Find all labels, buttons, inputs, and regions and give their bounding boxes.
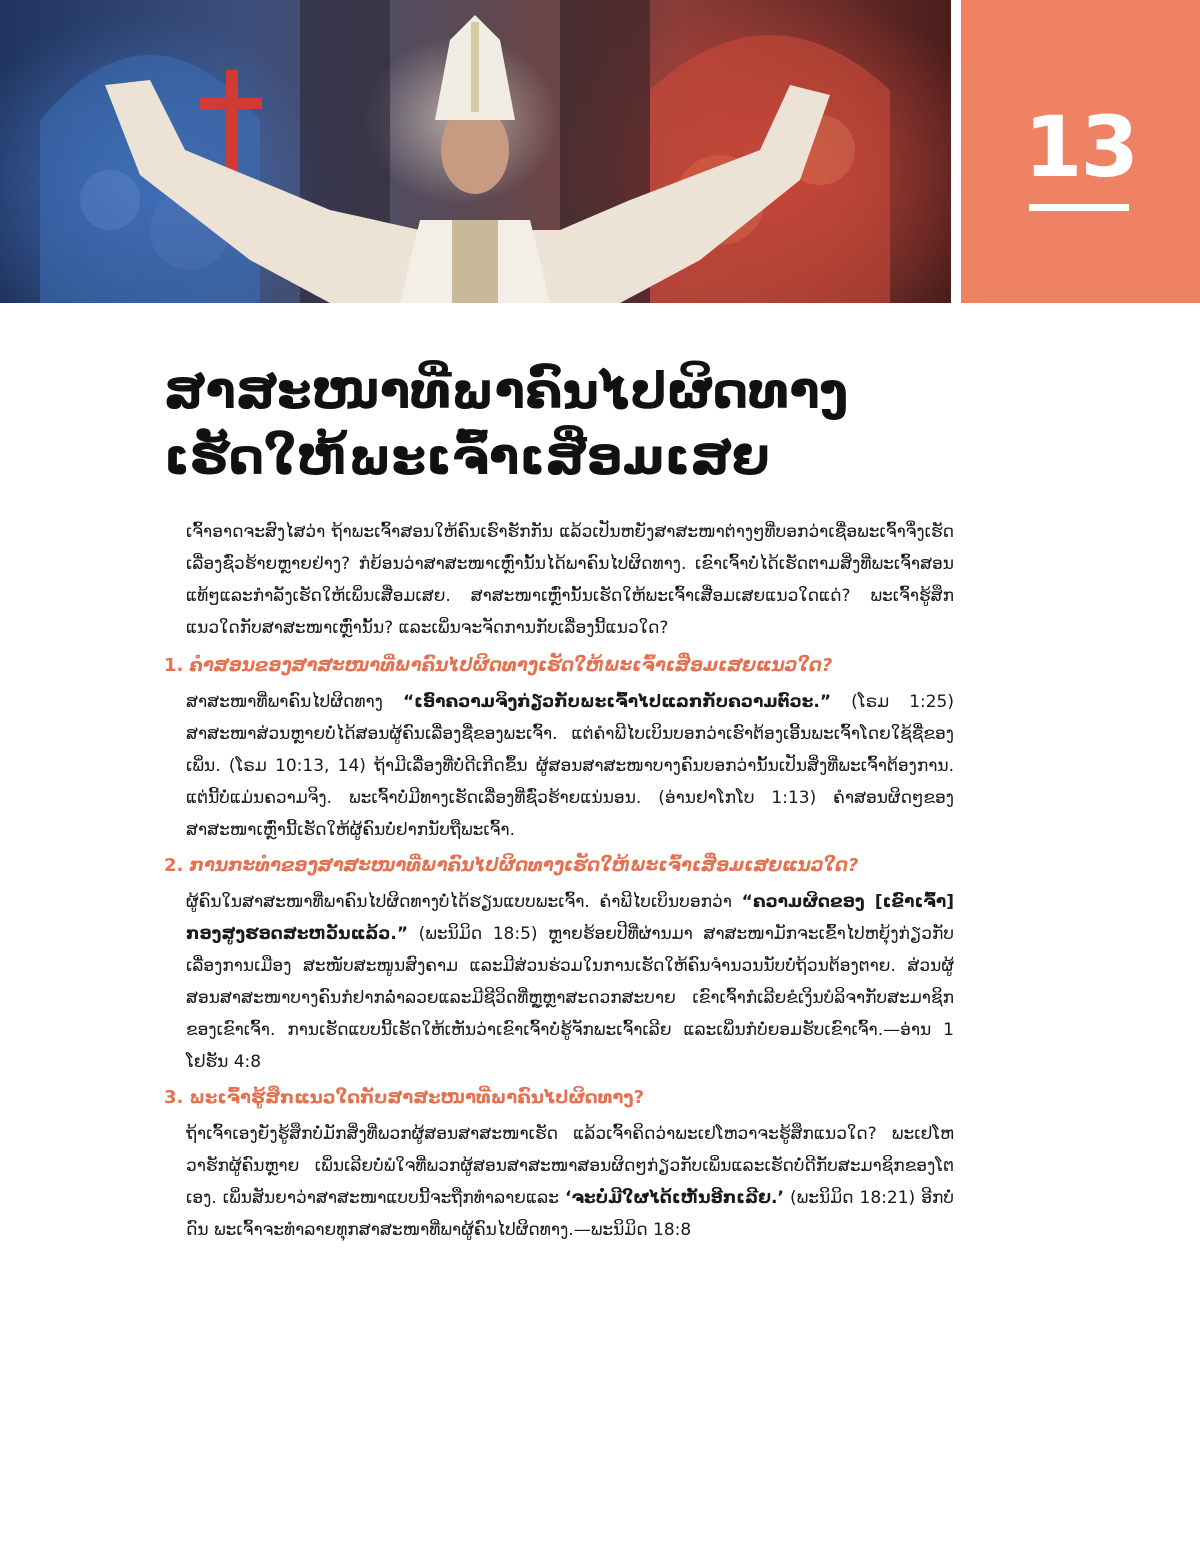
answer-text: (ພະນິມິດ 18:5) ຫຼາຍຮ້ອຍປີທີ່ຜ່ານມາ ສາສະໜາມັກຈະເຂົ້າໄປຫຍຸ້ງກ່ຽວກັບເລື່ອງການເມືອງ ສະໜັບສະໜູນສົງຄາມ ແລະມີສ່ວນຮ່ວມໃນການເຮັດໃຫ້ຄົນຈຳນວນນັບບໍ່ຖ້ວນຕ້ອງຕາຍ. ສ່ວນຜູ້ສອນສາສະໜາບາງຄົນກໍຢາກລ່ຳລວຍແລະມີຊີວິດທີ່ຫຼູຫຼາສະດວກສະບາຍ ເຂົາເຈົ້າກໍເລີຍຂໍເງິນບໍລິຈາກັບສະມາຊິກຂອງເຂົາເຈົ້າ. ການເຮັດແບບນີ້ເຮັດໃຫ້ເຫັນວ່າເຂົາເຈົ້າບໍ່ຮູ້ຈັກພະເຈົ້າເລີຍ ແລະເພິ່ນກໍບໍ່ຍອມຮັບເຂົາເຈົ້າ.—ອ່ານ 1 ໂຢຮັນ 4:8 <box>186 924 954 1072</box>
question-heading-2 <box>164 850 954 882</box>
answer-paragraph-1 <box>186 686 954 846</box>
question-heading-1 <box>164 650 954 682</box>
chapter-number: 13 <box>1024 98 1137 196</box>
question-number: 2. <box>164 855 184 876</box>
stole <box>452 220 498 303</box>
question-number: 3. <box>164 1087 184 1108</box>
chapter-number-panel <box>961 0 1200 303</box>
question-text: ພະເຈົ້າຮູ້ສຶກແນວໃດກັບສາສະໜາທີ່ພາຄົນໄປຜິດທາງ? <box>189 1087 645 1108</box>
answer-paragraph-2 <box>186 886 954 1078</box>
title-line-2: ເຮັດໃຫ້ພະເຈົ້າເສື່ອມເສຍ <box>164 428 770 486</box>
scripture-quote: “ເອົາຄວາມຈິງກ່ຽວກັບພະເຈົ້າໄປແລກກັບຄວາມຕົວະ.” <box>402 692 832 712</box>
answer-text: ຜູ້ຄົນໃນສາສະໜາທີ່ພາຄົນໄປຜິດທາງບໍ່ໄດ້ຮຽນແບບພະເຈົ້າ. ຄຳພີໄບເບິນບອກວ່າ <box>186 892 742 912</box>
answer-paragraph-3 <box>186 1118 954 1246</box>
page-title <box>164 358 984 490</box>
article-body <box>164 516 954 1250</box>
question-text: ການກະທຳຂອງສາສະໜາທີ່ພາຄົນໄປຜິດທາງເຮັດໃຫ້ພະເຈົ້າເສື່ອມເສຍແນວໃດ? <box>189 855 859 876</box>
question-heading-3 <box>164 1082 954 1114</box>
answer-text: (ພະນິມິດ 18:21) ອີກບໍ່ດົນ ພະເຈົ້າຈະທຳລາຍທຸກສາສະໜາທີ່ພາຜູ້ຄົນໄປຜິດທາງ.—ພະນິມິດ 18:8 <box>186 1188 954 1240</box>
answer-text: ຖ້າເຈົ້າເອງຍັງຮູ້ສຶກບໍ່ມັກສິ່ງທີ່ພວກຜູ້ສອນສາສະໜາເຮັດ ແລ້ວເຈົ້າຄິດວ່າພະເຢໂຫວາຈະຮູ້ສຶກແນວໃດ? ພະເຢໂຫວາຮັກຜູ້ຄົນຫຼາຍ ເພິ່ນເລີຍບໍ່ພໍໃຈທີ່ພວກຜູ້ສອນສາສະໜາສອນຜິດໆກ່ຽວກັບເພິ່ນແລະເຮັດບໍ່ດີກັບສະມາຊິກຂອງໂຕເອງ. ເພິ່ນສັນຍາວ່າສາສະໜາແບບນີ້ຈະຖືກທຳລາຍແລະ <box>186 1124 954 1208</box>
title-line-1: ສາສະໜາທີ່ພາຄົນໄປຜິດທາງ <box>164 362 849 420</box>
section-2 <box>164 850 954 1078</box>
answer-text: ສາສະໜາທີ່ພາຄົນໄປຜິດທາງ <box>186 692 403 712</box>
scripture-quote: ‘ຈະບໍ່ມີໃຜໄດ້ເຫັນອີກເລີຍ.’ <box>564 1188 784 1208</box>
question-text: ຄຳສອນຂອງສາສະໜາທີ່ພາຄົນໄປຜິດທາງເຮັດໃຫ້ພະເຈົ້າເສື່ອມເສຍແນວໃດ? <box>189 655 833 676</box>
section-1 <box>164 650 954 846</box>
hero-photo <box>0 0 951 303</box>
chapter-number-underline <box>1029 204 1129 211</box>
answer-text: (ໂຣມ 1:25) ສາສະໜາສ່ວນຫຼາຍບໍ່ໄດ້ສອນຜູ້ຄົນເລື່ອງຊື່ຂອງພະເຈົ້າ. ແຕ່ຄຳພີໄບເບິນບອກວ່າເຮົາຕ້ອງເອີ້ນພະເຈົ້າໂດຍໃຊ້ຊື່ຂອງເພິ່ນ. (ໂຣມ 10:13, 14) ຖ້າມີເລື່ອງທີ່ບໍ່ດີເກີດຂຶ້ນ ຜູ້ສອນສາສະໜາບາງຄົນບອກວ່ານັ້ນເປັນສິ່ງທີ່ພະເຈົ້າຕ້ອງການ. ແຕ່ນີ້ບໍ່ແມ່ນຄວາມຈິງ. ພະເຈົ້າບໍ່ມີທາງເຮັດເລື່ອງທີ່ຊົ່ວຮ້າຍແນ່ນອນ. (ອ່ານຢາໂກໂບ 1:13) ຄຳສອນຜິດໆຂອງສາສະໜາເຫຼົ່ານີ້ເຮັດໃຫ້ຜູ້ຄົນບໍ່ຢາກນັບຖືພະເຈົ້າ. <box>186 692 954 840</box>
intro-paragraph: ເຈົ້າອາດຈະສົງໄສວ່າ ຖ້າພະເຈົ້າສອນໃຫ້ຄົນເຮົາຮັກກັນ ແລ້ວເປັນຫຍັງສາສະໜາຕ່າງໆທີ່ບອກວ່າເຊື່ອພະເຈົ້າຈຶ່ງເຮັດເລື່ອງຊົ່ວຮ້າຍຫຼາຍຢ່າງ? ກໍຍ້ອນວ່າສາສະໜາເຫຼົ່ານັ້ນໄດ້ພາຄົນໄປຜິດທາງ. ເຂົາເຈົ້າບໍ່ໄດ້ເຮັດຕາມສິ່ງທີ່ພະເຈົ້າສອນແທ້ໆແລະກຳລັງເຮັດໃຫ້ເພິ່ນເສື່ອມເສຍ. ສາສະໜາເຫຼົ່ານັ້ນເຮັດໃຫ້ພະເຈົ້າເສື່ອມເສຍແນວໃດແດ່? ພະເຈົ້າຮູ້ສຶກແນວໃດກັບສາສະໜາເຫຼົ່ານັ້ນ? ແລະເພິ່ນຈະຈັດການກັບເລື່ອງນີ້ແນວໃດ? <box>186 522 954 638</box>
priest-illustration <box>0 0 951 303</box>
scripture-quote: “ຄວາມຜິດຂອງ [ເຂົາເຈົ້າ] ກອງສູງຮອດສະຫວັນແລ້ວ.” <box>186 892 955 944</box>
section-3 <box>164 1082 954 1246</box>
question-number: 1. <box>164 655 184 676</box>
